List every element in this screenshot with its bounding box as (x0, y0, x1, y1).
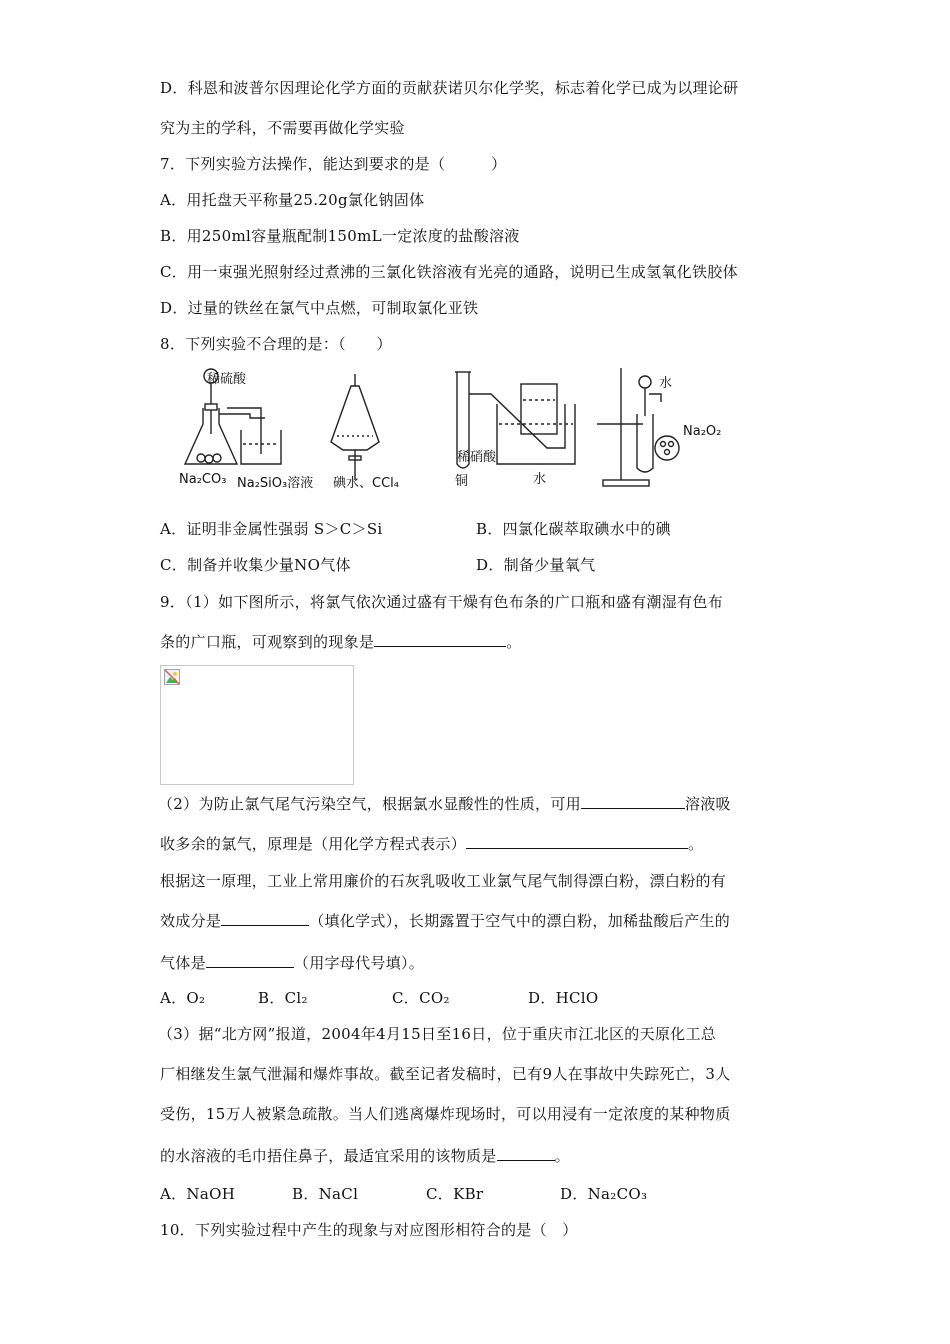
q9-option-c: C．CO₂ (392, 989, 450, 1007)
q9-part2-text-c: 收多余的氯气，原理是（用化学方程式表示） (160, 835, 467, 853)
q9-3-option-a: A．NaOH (160, 1185, 236, 1203)
label-na2sio3-solution: Na₂SiO₃溶液 (237, 476, 314, 491)
q7-option-d: D．过量的铁丝在氯气中点燃，可制取氯化亚铁 (160, 299, 479, 317)
q8-option-c: C．制备并收集少量NO气体 (160, 556, 351, 574)
q8-apparatus-figure (175, 364, 775, 492)
q9-part1-line1: 9．（1）如下图所示，将氯气依次通过盛有干燥有色布条的广口瓶和盛有潮湿有色布 (160, 593, 723, 611)
label-dilute-nitric-acid: 稀硝酸 (457, 450, 497, 465)
answer-blank[interactable] (221, 911, 309, 926)
answer-blank[interactable] (466, 834, 688, 849)
q9-part2-text-e: 效成分是 (160, 912, 222, 930)
q7-option-a: A．用托盘天平称量25.20g氯化钠固体 (160, 191, 425, 209)
q9-part2-line5 (160, 953, 424, 973)
label-water-trough: 水 (533, 472, 547, 487)
q9-part3-line3: 受伤，15万人被紧急疏散。当人们逃离爆炸现场时，可以用浸有一定浓度的某种物质 (160, 1105, 731, 1123)
answer-blank[interactable] (497, 1146, 555, 1161)
q9-part2-text-h: （用字母代号填）。 (293, 954, 425, 972)
q9-part3-line1: （3）据“北方网”报道，2004年4月15日至16日，位于重庆市江北区的天原化工总 (158, 1025, 717, 1043)
q9-3-option-b: B．NaCl (292, 1185, 359, 1203)
label-copper: 铜 (455, 474, 469, 489)
q9-part2-text-g: 气体是 (160, 954, 206, 972)
q8-option-a: A．证明非金属性强弱 S＞C＞Si (160, 520, 383, 538)
q9-part2-line2 (160, 834, 703, 854)
q9-part3-text-a: 的水溶液的毛巾捂住鼻子，最适宜采用的该物质是 (160, 1147, 497, 1165)
q9-part2-line3: 根据这一原理，工业上常用廉价的石灰乳吸收工业氯气尾气制得漂白粉，漂白粉的有 (160, 872, 727, 890)
label-dilute-sulfuric-acid: 稀硫酸 (207, 372, 247, 387)
q8-option-d: D．制备少量氧气 (476, 556, 596, 574)
q9-3-option-c: C．KBr (426, 1185, 484, 1203)
q9-part3-line4 (160, 1146, 570, 1166)
answer-blank[interactable] (581, 794, 685, 809)
q9-3-option-d: D．Na₂CO₃ (560, 1185, 648, 1203)
q9-part2-text-d: 。 (688, 835, 704, 853)
q9-part1-text: 条的广口瓶，可观察到的现象是 (160, 633, 375, 651)
q9-part3-text-b: 。 (554, 1147, 570, 1165)
q9-part2-line1 (158, 794, 731, 814)
q7-option-b: B．用250ml容量瓶配制150mL一定浓度的盐酸溶液 (160, 227, 520, 245)
q9-part2-text-a: （2）为防止氯气尾气污染空气，根据氯水显酸性的性质，可用 (158, 795, 581, 813)
q9-part2-text-f: （填化学式），长期露置于空气中的漂白粉，加稀盐酸后产生的 (309, 912, 731, 930)
broken-image-placeholder (160, 665, 354, 785)
label-iodine-water-ccl4: 碘水、CCl₄ (333, 476, 399, 491)
broken-image-icon (164, 669, 180, 685)
q9-option-a: A．O₂ (160, 989, 206, 1007)
q8-stem: 8．下列实验不合理的是：（ ） (160, 335, 392, 353)
answer-blank[interactable] (374, 632, 506, 647)
q9-option-b: B．Cl₂ (258, 989, 308, 1007)
q9-option-d: D．HClO (528, 989, 599, 1007)
label-na2o2: Na₂O₂ (683, 424, 722, 439)
q9-part3-line2: 厂相继发生氯气泄漏和爆炸事故。截至记者发稿时，已有9人在事故中失踪死亡，3人 (160, 1065, 731, 1083)
q9-part2-line4 (160, 911, 730, 931)
q6-option-d-line2: 究为主的学科，不需要再做化学实验 (160, 119, 405, 137)
q10-stem: 10．下列实验过程中产生的现象与对应图形相符合的是（ ） (160, 1221, 578, 1239)
q7-stem: 7．下列实验方法操作，能达到要求的是（ ） (160, 155, 507, 173)
label-na2co3: Na₂CO₃ (179, 472, 227, 487)
answer-blank[interactable] (206, 953, 294, 968)
q9-part1-end: 。 (506, 633, 522, 651)
q6-option-d-line1: D．科恩和波普尔因理论化学方面的贡献获诺贝尔化学奖，标志着化学已成为以理论研 (160, 79, 739, 97)
label-water-funnel: 水 (659, 376, 673, 391)
q9-part2-text-b: 溶液吸 (684, 795, 731, 813)
q8-option-b: B．四氯化碳萃取碘水中的碘 (476, 520, 671, 538)
q9-part1-line2 (160, 632, 522, 652)
q7-option-c: C．用一束强光照射经过煮沸的三氯化铁溶液有光亮的通路，说明已生成氢氧化铁胶体 (160, 263, 738, 281)
